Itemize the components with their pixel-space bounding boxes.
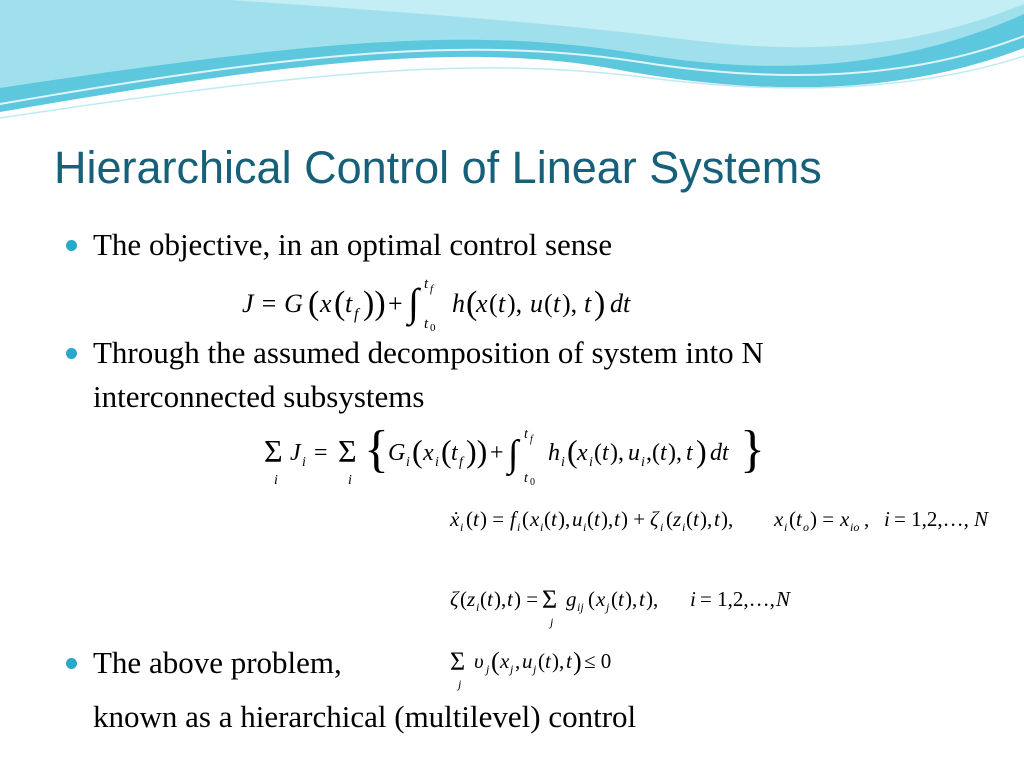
svg-text:t: t: [424, 276, 429, 292]
svg-text:j: j: [510, 662, 514, 676]
svg-text:= 1,2,…,: = 1,2,…,: [894, 507, 969, 531]
svg-text:i: i: [561, 455, 565, 470]
svg-text:),: ),: [646, 587, 659, 611]
svg-text:ẋ: ẋ: [450, 507, 460, 531]
svg-text:(: (: [489, 289, 498, 318]
svg-text:): ): [573, 647, 582, 676]
svg-text:t: t: [686, 440, 693, 466]
svg-text:j: j: [486, 662, 490, 676]
svg-text:f: f: [459, 455, 463, 470]
svg-text:z: z: [673, 507, 682, 531]
bullet-icon: [66, 658, 77, 669]
svg-text:x: x: [423, 440, 434, 466]
svg-text:u: u: [628, 440, 640, 466]
subsystem-equations-block: [444, 498, 998, 694]
svg-text:),: ),: [625, 587, 638, 611]
svg-text:(: (: [587, 507, 594, 531]
svg-text:j: j: [458, 677, 462, 691]
svg-text:x: x: [500, 649, 510, 673]
svg-text:t: t: [618, 587, 624, 611]
svg-text:t: t: [507, 587, 513, 611]
svg-text:x: x: [320, 289, 332, 318]
svg-text:G: G: [388, 440, 406, 466]
svg-text:)): )): [466, 433, 488, 469]
svg-text:Σ: Σ: [450, 647, 466, 676]
objective-equation: [238, 272, 648, 332]
svg-text:∫: ∫: [508, 433, 519, 475]
svg-text:,(: ,(: [646, 440, 660, 466]
svg-text:),: ),: [601, 507, 614, 531]
svg-text:i: i: [583, 520, 587, 534]
svg-text:t: t: [614, 507, 620, 531]
svg-text:x: x: [596, 587, 606, 611]
svg-text:t: t: [451, 440, 458, 466]
svg-text:(: (: [666, 507, 673, 531]
svg-text:i: i: [517, 520, 521, 534]
svg-text:(: (: [567, 433, 578, 469]
svg-text:+: +: [490, 440, 504, 466]
svg-text:(: (: [686, 507, 693, 531]
svg-text:u: u: [572, 507, 583, 531]
svg-text:z: z: [467, 587, 476, 611]
svg-text:) =: ) =: [514, 587, 539, 611]
svg-text:J: J: [290, 440, 301, 466]
svg-text:i: i: [302, 455, 306, 470]
svg-text:∫: ∫: [408, 280, 419, 325]
svg-text:(: (: [441, 433, 452, 469]
svg-text:i: i: [476, 600, 480, 614]
svg-text:) =: ) =: [480, 507, 505, 531]
objective-equation-graphic: [238, 272, 648, 332]
svg-text:h: h: [452, 289, 465, 318]
svg-text:(: (: [334, 285, 346, 322]
svg-text:j: j: [533, 662, 537, 676]
svg-text:h: h: [548, 440, 560, 466]
svg-text:t: t: [660, 440, 667, 466]
svg-text:t: t: [553, 289, 561, 318]
svg-text:i: i: [540, 520, 544, 534]
svg-text:i: i: [884, 507, 890, 531]
slide-title: Hierarchical Control of Linear Systems: [54, 142, 822, 193]
svg-text:),: ),: [721, 507, 734, 531]
svg-text:x: x: [530, 507, 540, 531]
svg-text:dt: dt: [610, 289, 631, 318]
svg-text:),: ),: [562, 289, 578, 318]
svg-text:(: (: [466, 507, 473, 531]
svg-text:t: t: [602, 440, 609, 466]
svg-text:),: ),: [700, 507, 713, 531]
svg-text:f: f: [510, 507, 516, 531]
svg-text:t: t: [714, 507, 720, 531]
svg-text:i: i: [641, 455, 645, 470]
subsystem-equations-graphic: [444, 498, 998, 694]
header-wave: [0, 0, 1024, 130]
bullet-item: [66, 226, 612, 264]
svg-text:t: t: [487, 587, 493, 611]
svg-text:j: j: [606, 600, 610, 614]
svg-text:i: i: [460, 520, 464, 534]
svg-text:)): )): [363, 285, 386, 322]
svg-text:t: t: [524, 427, 528, 442]
decomposed-objective-graphic: [258, 416, 768, 492]
svg-text:,: ,: [515, 649, 521, 673]
svg-text:g: g: [566, 587, 577, 611]
svg-text:i: i: [690, 587, 696, 611]
svg-text:i: i: [435, 455, 439, 470]
svg-text:t: t: [424, 316, 429, 332]
svg-text:),: ),: [610, 440, 624, 466]
svg-text:J = G: J = G: [242, 289, 303, 318]
svg-text:i: i: [682, 520, 686, 534]
bullet-continuation: interconnected subsystems: [93, 379, 425, 414]
decomposed-objective-equation: [258, 416, 768, 492]
svg-text:≤ 0: ≤ 0: [584, 649, 612, 673]
svg-text:t: t: [566, 649, 572, 673]
bullet-text: The above problem,: [93, 645, 342, 680]
svg-text:N: N: [974, 507, 989, 531]
svg-text:i: i: [784, 520, 788, 534]
svg-text:t: t: [345, 289, 353, 318]
svg-text:j: j: [550, 615, 554, 629]
bullet-continuation: known as a hierarchical (multilevel) control: [93, 699, 637, 734]
bullet-text: The objective, in an optimal control sense: [93, 227, 613, 262]
svg-text:x: x: [476, 289, 488, 318]
svg-text:) +: ) +: [621, 507, 646, 531]
svg-text:(: (: [308, 285, 320, 322]
svg-text:io: io: [850, 520, 860, 534]
svg-text:f: f: [354, 306, 359, 323]
bullet-icon: [66, 348, 77, 359]
svg-text:ζ: ζ: [450, 587, 459, 611]
bullet-item: [66, 644, 342, 682]
svg-text:t: t: [693, 507, 699, 531]
svg-text:Σ: Σ: [542, 585, 558, 614]
bullet-item: [66, 334, 764, 372]
svg-text:(: (: [466, 285, 478, 322]
svg-text:) =: ) =: [810, 507, 835, 531]
svg-text:= 1,2,…,: = 1,2,…,: [700, 587, 775, 611]
svg-text:Σ: Σ: [264, 433, 283, 469]
svg-text:t: t: [584, 289, 592, 318]
svg-text:=: =: [314, 440, 328, 466]
svg-text:x: x: [577, 440, 588, 466]
svg-text:),: ),: [494, 587, 507, 611]
svg-text:(: (: [789, 507, 796, 531]
svg-text:dt: dt: [710, 440, 729, 466]
svg-text:i: i: [406, 455, 410, 470]
svg-text:(: (: [611, 587, 618, 611]
svg-text:): ): [696, 433, 707, 469]
svg-text:N: N: [776, 587, 791, 611]
svg-text:,: ,: [864, 507, 870, 531]
svg-text:x: x: [774, 507, 784, 531]
svg-text:(: (: [480, 587, 487, 611]
svg-text:t: t: [545, 649, 551, 673]
svg-text:f: f: [530, 434, 533, 445]
svg-text:(: (: [522, 507, 529, 531]
svg-text:i: i: [660, 520, 664, 534]
svg-text:+: +: [388, 289, 403, 318]
svg-text:(: (: [491, 647, 500, 676]
svg-text:(: (: [412, 433, 423, 469]
svg-text:υ: υ: [474, 649, 484, 673]
svg-text:Σ: Σ: [338, 433, 357, 469]
svg-text:t: t: [796, 507, 802, 531]
svg-text:(: (: [460, 587, 467, 611]
svg-text:),: ),: [558, 507, 571, 531]
svg-text:t: t: [594, 507, 600, 531]
svg-text:x: x: [840, 507, 850, 531]
svg-text:0: 0: [530, 477, 535, 488]
svg-text:t: t: [551, 507, 557, 531]
svg-text:t: t: [498, 289, 506, 318]
svg-text:f: f: [430, 283, 434, 295]
svg-text:),: ),: [668, 440, 682, 466]
svg-text:),: ),: [552, 649, 565, 673]
svg-text:u: u: [522, 649, 533, 673]
svg-text:t: t: [524, 471, 528, 486]
bullet-icon: [66, 240, 77, 251]
svg-text:i: i: [274, 473, 278, 488]
svg-text:(: (: [594, 440, 602, 466]
svg-text:0: 0: [430, 322, 436, 332]
bullet-text: Through the assumed decomposition of system into N: [93, 335, 764, 370]
svg-text:}: }: [740, 421, 765, 478]
svg-text:(: (: [588, 587, 595, 611]
svg-text:(: (: [544, 289, 553, 318]
svg-text:ζ: ζ: [650, 507, 659, 531]
svg-text:): ): [594, 285, 606, 322]
svg-text:u: u: [530, 289, 543, 318]
svg-text:i: i: [589, 455, 593, 470]
svg-text:{: {: [364, 421, 389, 478]
svg-text:ij: ij: [577, 600, 584, 614]
svg-text:i: i: [348, 473, 352, 488]
svg-text:(: (: [538, 649, 545, 673]
svg-text:t: t: [639, 587, 645, 611]
svg-text:o: o: [803, 520, 809, 534]
svg-text:),: ),: [507, 289, 523, 318]
svg-text:(: (: [544, 507, 551, 531]
svg-text:t: t: [473, 507, 479, 531]
